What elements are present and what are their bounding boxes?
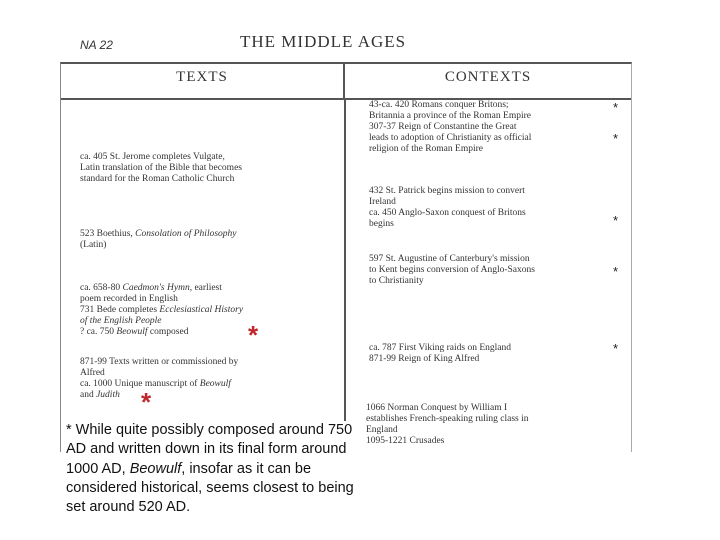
entry-line: begins <box>369 219 394 229</box>
entry-line <box>80 229 237 240</box>
entry-line: 871-99 Texts written or commissioned by <box>80 357 239 367</box>
entry-line: ca. 405 St. Jerome completes Vulgate, <box>80 152 225 162</box>
entry-line <box>80 316 243 327</box>
work-title: of the English People <box>80 316 162 326</box>
entry-line <box>80 379 238 390</box>
entry-text: , earliest <box>189 283 222 293</box>
texts-entry-alfred <box>80 357 238 401</box>
entry-line: to Kent begins conversion of Anglo-Saxons <box>369 265 535 275</box>
work-title: Beowulf <box>199 379 231 389</box>
entry-line: 432 St. Patrick begins mission to convert <box>369 186 525 196</box>
entry-line: Alfred <box>80 368 105 378</box>
entry-line <box>80 327 243 338</box>
footnote-text: * While quite possibly composed around 750 AD and written down in its final form around 1000 AD, <box>66 422 353 477</box>
contexts-entry-augustine <box>369 254 535 287</box>
entry-line: religion of the Roman Empire <box>369 144 483 154</box>
entry-line: 1066 Norman Conquest by William I <box>366 403 508 413</box>
footnote-work-title: Beowulf <box>129 460 182 477</box>
entry-line: (Latin) <box>80 240 107 250</box>
entry-line: ca. 787 First Viking raids on England <box>369 343 512 353</box>
entry-line: 307-37 Reign of Constantine the Great <box>369 122 517 132</box>
texts-column-header: TEXTS <box>61 64 345 100</box>
asterisk-marker: * <box>613 213 619 228</box>
work-title: Ecclesiastical History <box>159 305 244 315</box>
entry-text: ? ca. 750 <box>80 327 117 337</box>
entry-line: ca. 450 Anglo-Saxon conquest of Britons <box>369 208 526 218</box>
entry-text: and <box>80 390 97 400</box>
asterisk-marker: * <box>613 264 619 279</box>
red-asterisk-beowulf: * <box>248 320 259 350</box>
contexts-column-header: CONTEXTS <box>345 64 631 100</box>
asterisk-marker: * <box>613 100 619 115</box>
work-title: Judith <box>96 390 120 400</box>
entry-line: establishes French-speaking ruling class in <box>366 414 529 424</box>
entry-text: ca. 1000 Unique manuscript of <box>80 379 200 389</box>
entry-line: poem recorded in English <box>80 294 178 304</box>
entry-line <box>80 283 243 294</box>
footnote-text: , insofar as it can be considered historical, seems closest to being set around 520 AD. <box>66 460 354 516</box>
work-title: Beowulf <box>116 327 148 337</box>
entry-line: leads to adoption of Christianity as official <box>369 133 532 143</box>
asterisk-marker: * <box>613 131 619 146</box>
column-divider <box>344 98 346 452</box>
page-title: THE MIDDLE AGES <box>240 32 407 51</box>
entry-line: 871-99 Reign of King Alfred <box>369 354 480 364</box>
contexts-entry-romans <box>369 100 531 155</box>
entry-line <box>80 390 238 401</box>
entry-text: 523 Boethius, <box>80 229 136 239</box>
entry-line: Britannia a province of the Roman Empire <box>369 111 531 121</box>
entry-line: to Christianity <box>369 276 424 286</box>
texts-entry-caedmon-bede <box>80 283 243 338</box>
entry-line: standard for the Roman Catholic Church <box>80 174 235 184</box>
entry-line: Latin translation of the Bible that becomes <box>80 163 242 173</box>
texts-entry-boethius <box>80 229 237 251</box>
entry-line: Ireland <box>369 197 396 207</box>
entry-line: England <box>366 425 398 435</box>
entry-line: 43-ca. 420 Romans conquer Britons; <box>369 100 509 110</box>
entry-text: ca. 658-80 <box>80 283 123 293</box>
page-number: NA 22 <box>80 38 113 52</box>
entry-line: 597 St. Augustine of Canterbury's mission <box>369 254 530 264</box>
entry-line <box>80 305 243 316</box>
red-asterisk-manuscript: * <box>141 387 152 417</box>
texts-entry-jerome <box>80 152 242 185</box>
entry-line: 1095-1221 Crusades <box>366 436 445 446</box>
work-title: Consolation of Philosophy <box>135 229 237 239</box>
entry-text: 731 Bede completes <box>80 305 160 315</box>
asterisk-marker: * <box>613 341 619 356</box>
contexts-entry-patrick <box>369 186 526 230</box>
contexts-entry-viking <box>369 343 511 365</box>
entry-text: composed <box>147 327 189 337</box>
work-title: Caedmon's Hymn <box>122 283 190 293</box>
footnote <box>66 421 356 517</box>
contexts-entry-norman <box>366 403 529 447</box>
